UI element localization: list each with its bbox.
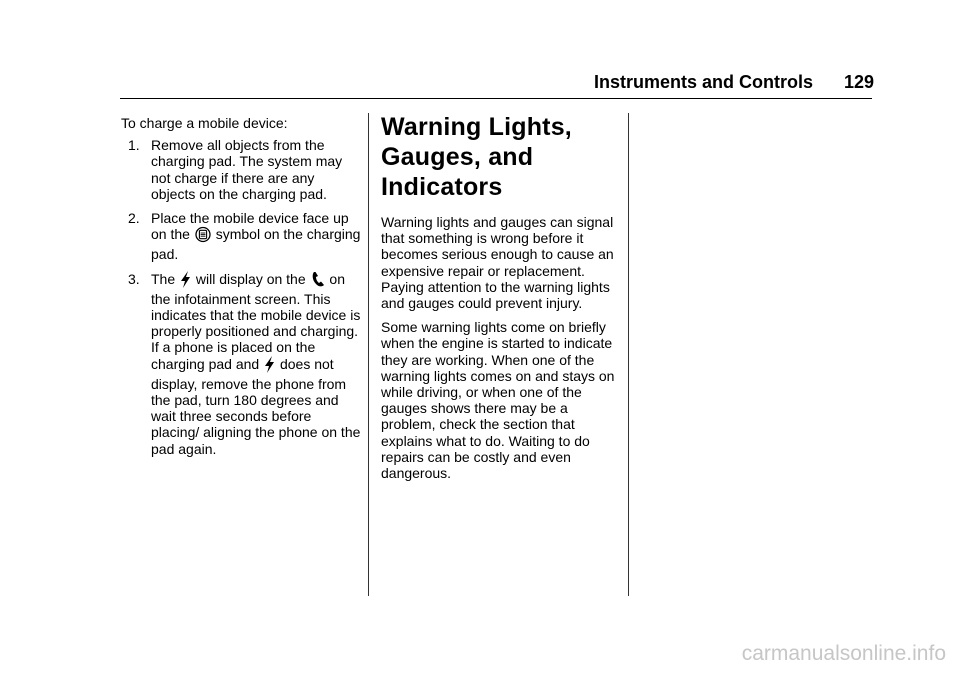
step-text: does not display, remove the phone from the pad, turn 180 degrees and wait three seconds before placing/ aligning the phone on the pad again. (151, 355, 361, 457)
column-divider (628, 113, 629, 596)
header-rule (120, 98, 872, 99)
step-item (121, 210, 361, 263)
lightning-bolt-icon (264, 356, 275, 376)
step-text: on the infotainment screen. This indicates that the mobile device is properly positioned and charging. If a phone is placed on the charging pad and (151, 270, 361, 372)
step-number: 3. (128, 270, 140, 287)
step-text: Remove all objects from the charging pad. The system may not charge if there are any objects on the charging pad. (151, 137, 343, 202)
lightning-bolt-icon (180, 271, 191, 291)
paragraph: Some warning lights come on briefly when the engine is started to indicate they are working. When one of the warning lights comes on and stays on while driving, or when one of the gauges shows there may be a problem, check the section that explains what to do. Waiting to do repairs can be costly and even dangerous. (381, 319, 615, 482)
watermark: carmanualsonline.info (741, 642, 946, 665)
section-heading: Warning Lights, Gauges, and Indicators (381, 113, 572, 201)
step-item (121, 271, 361, 457)
step-text: symbol on the charging pad. (151, 226, 361, 263)
charging-steps (121, 137, 361, 457)
page-number: 129 (843, 72, 874, 92)
step-text: will display on the (195, 270, 306, 287)
page-header (0, 66, 960, 106)
step-item (121, 137, 361, 202)
step-text: The (151, 270, 176, 287)
left-column (121, 115, 361, 465)
middle-column (381, 112, 621, 489)
charging-pad-symbol-icon (195, 226, 211, 246)
phone-handset-icon (311, 271, 325, 291)
step-number: 1. (128, 137, 140, 154)
step-text: Place the mobile device face up on the (151, 210, 349, 243)
step-number: 2. (128, 210, 140, 227)
column-divider (368, 113, 369, 596)
page-section-title: Instruments and Controls (593, 72, 813, 92)
charging-intro: To charge a mobile device: (121, 115, 288, 131)
paragraph: Warning lights and gauges can signal that something is wrong before it becomes serious enough to cause an expensive repair or replacement. Paying attention to the warning lights and gauges could prevent injury. (381, 214, 614, 312)
